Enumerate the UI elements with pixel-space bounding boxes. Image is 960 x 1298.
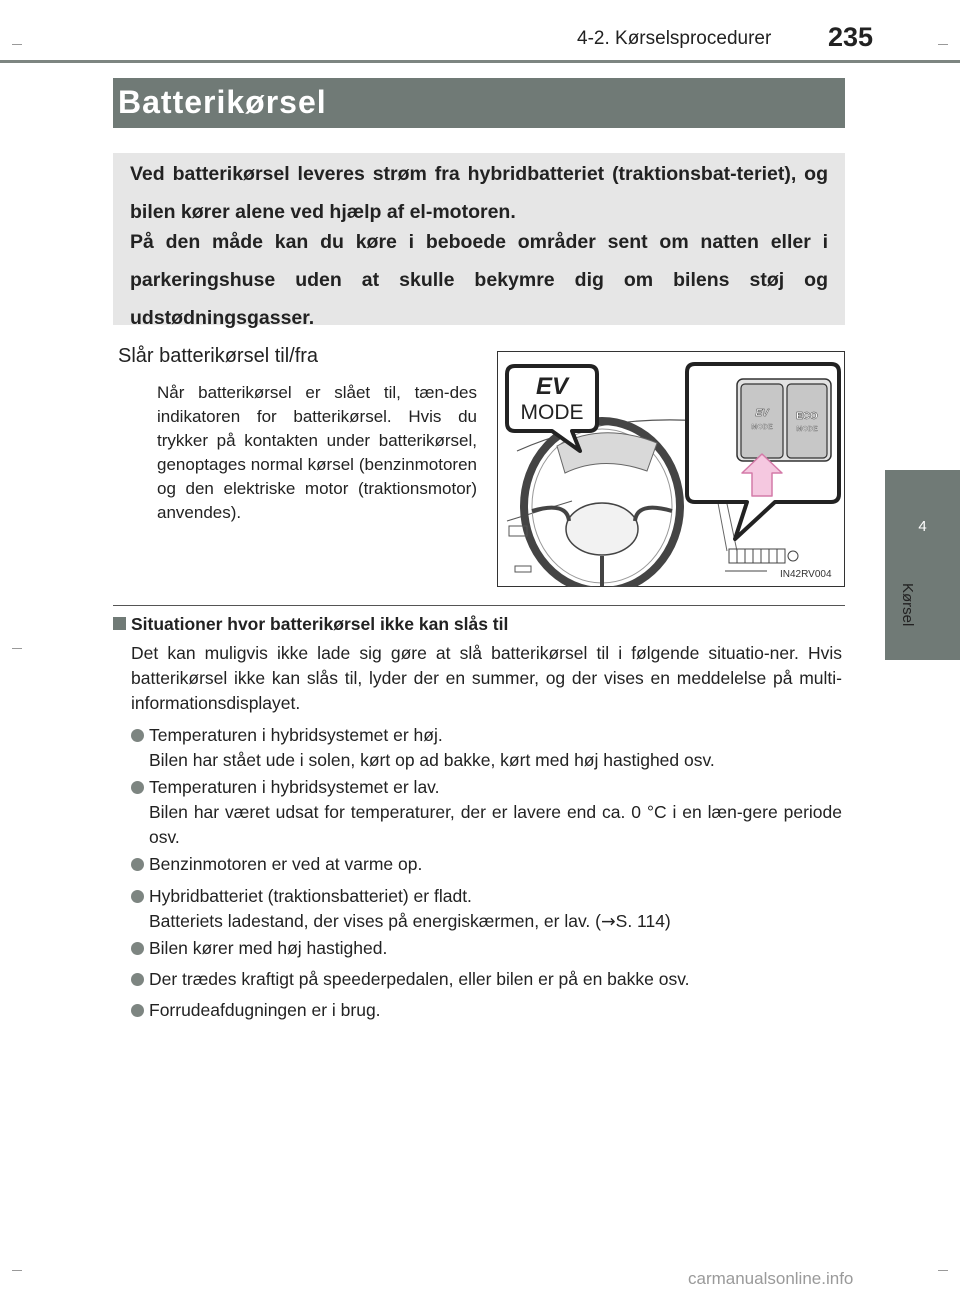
switch-description: Når batterikørsel er slået til, tæn-des indikatoren for batterikørsel. Hvis du trykker på kontakten under batterikørsel, genoptages normal kørsel (benzinmotoren og den elektriske motor (traktionsmotor) anvendes).: [157, 383, 477, 522]
list-item-main: Forrudeafdugningen er i brug.: [149, 1000, 381, 1020]
crop-mark: [12, 1270, 22, 1271]
square-bullet-icon: [113, 617, 126, 630]
callout-mode-text: MODE: [520, 401, 584, 424]
list-item: [131, 723, 842, 773]
header-rule: [0, 60, 960, 63]
chapter-label: Kørsel: [899, 583, 916, 627]
eco-button-mode: MODE: [796, 426, 818, 433]
list-item-main: Temperaturen i hybridsystemet er lav.: [149, 777, 440, 797]
list-item: [131, 967, 842, 992]
situations-intro: Det kan muligvis ikke lade sig gøre at slå batterikørsel til i følgende situatio-ner. Hvis batterikørsel ikke kan slås til, lyder der en summer, og der vises en meddelelse på multi-informationsdisplayet.: [131, 643, 842, 713]
circle-bullet-icon: [131, 781, 144, 794]
ev-mode-button: [741, 384, 783, 458]
list-item-main: Bilen kører med høj hastighed.: [149, 938, 388, 958]
intro-paragraph: Ved batterikørsel leveres strøm fra hybridbatteriet (traktionsbat-teriet), og bilen kører alene ved hjælp af el-motoren.: [130, 163, 828, 223]
eco-button-label: ECO: [796, 411, 818, 422]
switch-heading: Slår batterikørsel til/fra: [118, 345, 319, 367]
list-item: [131, 936, 842, 961]
steering-hub: [566, 503, 638, 555]
crop-mark: [938, 1270, 948, 1271]
ev-button-label: EV: [755, 408, 769, 419]
list-item-detail: Bilen har været udsat for temperaturer, der er lavere end ca. 0 °C i en læn-gere periode osv.: [149, 802, 842, 847]
list-item-detail: Bilen har stået ude i solen, kørt op ad bakke, kørt med høj hastighed osv.: [149, 750, 715, 770]
situations-heading: Situationer hvor batterikørsel ikke kan slås til: [131, 614, 509, 634]
crop-mark: [938, 44, 948, 45]
ev-mode-illustration: [497, 351, 845, 587]
list-item: [131, 884, 842, 935]
detail-text: Batteriets ladestand, der vises på energiskærmen, er lav. (: [149, 911, 601, 931]
chapter-number: 4: [918, 518, 927, 535]
list-item-main: Der trædes kraftigt på speederpedalen, eller bilen er på en bakke osv.: [149, 969, 690, 989]
circle-bullet-icon: [131, 729, 144, 742]
footer-watermark[interactable]: carmanualsonline.info: [688, 1269, 854, 1288]
right-arrow-icon: →: [600, 912, 616, 932]
intro-paragraph: På den måde kan du køre i beboede områder sent om natten eller i parkeringshuse uden at skulle bekymre dig om bilens støj og udstødningsgasser.: [130, 231, 828, 329]
circle-bullet-icon: [131, 942, 144, 955]
section-divider: [113, 605, 845, 606]
ev-button-mode: MODE: [751, 424, 773, 431]
list-item-main: Benzinmotoren er ved at varme op.: [149, 854, 423, 874]
callout-ev-text: EV: [535, 373, 569, 400]
circle-bullet-icon: [131, 1004, 144, 1017]
list-item-main: Hybridbatteriet (traktionsbatteriet) er fladt.: [149, 886, 472, 906]
page-reference[interactable]: S. 114): [615, 911, 671, 931]
circle-bullet-icon: [131, 973, 144, 986]
circle-bullet-icon: [131, 858, 144, 871]
list-item-detail: [131, 909, 842, 935]
page-title: Batterikørsel: [118, 84, 327, 120]
figure-code: IN42RV004: [780, 569, 832, 580]
list-item-main: Temperaturen i hybridsystemet er høj.: [149, 725, 443, 745]
crop-mark: [12, 648, 22, 649]
page-number: 235: [828, 22, 874, 52]
list-item: [131, 775, 842, 850]
list-item: [131, 998, 842, 1023]
chapter-tab: [885, 470, 960, 660]
section-title: 4-2. Kørselsprocedurer: [577, 28, 772, 49]
list-item: [131, 852, 842, 877]
crop-mark: [12, 44, 22, 45]
circle-bullet-icon: [131, 890, 144, 903]
